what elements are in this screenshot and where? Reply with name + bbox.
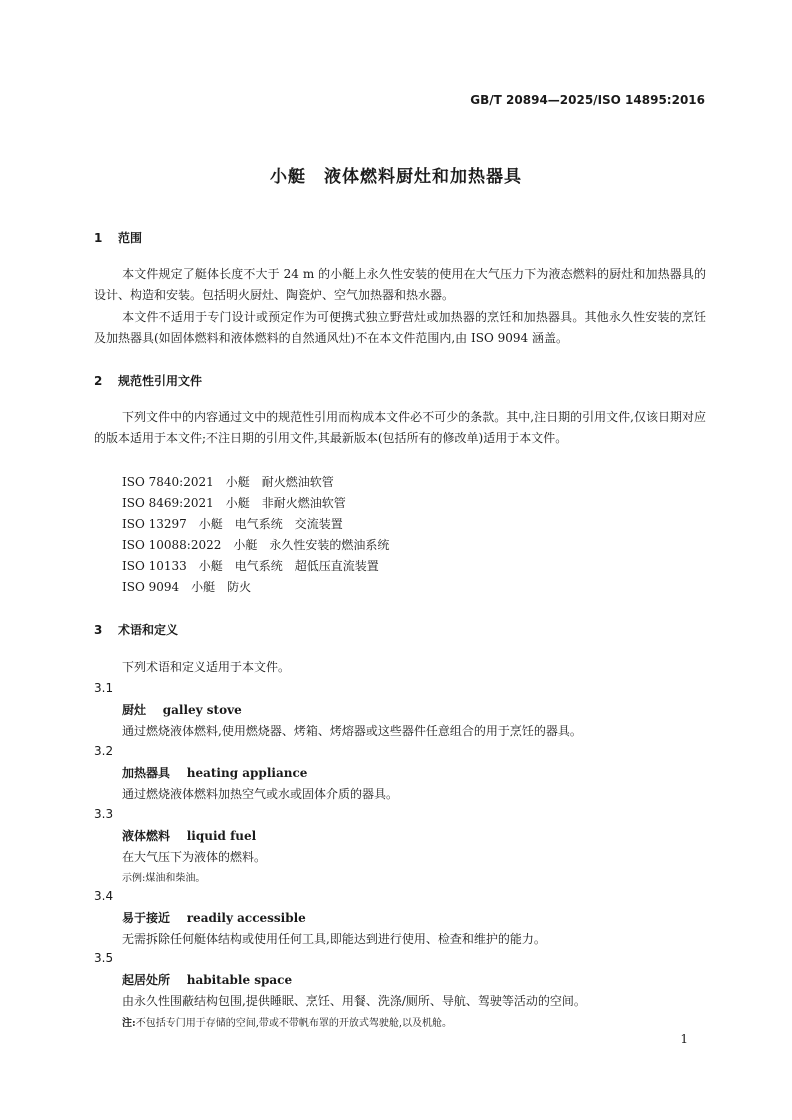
scope-paragraph-2: 本文件不适用于专门设计或预定作为可便携式独立野营灶或加热器的烹饪和加热器具。其他永久性安装的烹饪及加热器具(如固体燃料和液体燃料的自然通风灶)不在本文件范围内,由 ISO 9094 涵盖。 — [94, 310, 706, 345]
reference-item: ISO 10088:2022 小艇 永久性安装的燃油系统 — [122, 538, 390, 552]
standard-code: GB/T 20894—2025/ISO 14895:2016 — [470, 93, 705, 107]
terms-intro: 下列术语和定义适用于本文件。 — [122, 660, 291, 674]
reference-item: ISO 8469:2021 小艇 非耐火燃油软管 — [122, 496, 346, 510]
term-definition: 通过燃烧液体燃料,使用燃烧器、烤箱、烤熔器或这些器件任意组合的用于烹饪的器具。 — [122, 724, 582, 738]
reference-item: ISO 7840:2021 小艇 耐火燃油软管 — [122, 475, 334, 489]
term-number: 3.3 — [94, 807, 114, 821]
term-number: 3.5 — [94, 951, 114, 965]
references-intro: 下列文件中的内容通过文中的规范性引用而构成本文件必不可少的条款。其中,注日期的引用文件,仅该日期对应的版本适用于本文件;不注日期的引用文件,其最新版本(包括所有的修改单)适用于本文件。 — [94, 410, 706, 445]
section-1-heading — [94, 229, 142, 246]
section-title: 范围 — [118, 231, 143, 245]
reference-item: ISO 9094 小艇 防火 — [122, 580, 252, 594]
term-title: 易于接近 readily accessible — [122, 911, 306, 925]
reference-item: ISO 13297 小艇 电气系统 交流装置 — [122, 517, 343, 531]
page-title: 小艇 液体燃料厨灶和加热器具 — [270, 167, 522, 187]
section-title: 规范性引用文件 — [118, 374, 203, 388]
reference-item: ISO 10133 小艇 电气系统 超低压直流装置 — [122, 559, 379, 573]
page-number: 1 — [680, 1032, 688, 1046]
section-number: 2 — [94, 374, 103, 388]
term-definition: 通过燃烧液体燃料加热空气或水或固体介质的器具。 — [122, 787, 399, 801]
term-title: 液体燃料 liquid fuel — [122, 829, 257, 843]
term-number: 3.4 — [94, 889, 114, 903]
term-definition: 无需拆除任何艇体结构或使用任何工具,即能达到进行使用、检查和维护的能力。 — [122, 932, 546, 946]
term-definition: 在大气压下为液体的燃料。 — [122, 850, 267, 864]
term-title: 加热器具 heating appliance — [122, 766, 308, 780]
term-number: 3.1 — [94, 681, 114, 695]
term-note: 注:不包括专门用于存储的空间,带或不带帆布罩的开放式驾驶舱,以及机舱。 — [122, 1018, 453, 1029]
section-number: 3 — [94, 623, 103, 637]
term-number: 3.2 — [94, 744, 114, 758]
scope-paragraph-1: 本文件规定了艇体长度不大于 24 m 的小艇上永久性安装的使用在大气压力下为液态燃料的厨灶和加热器具的设计、构造和安装。包括明火厨灶、陶瓷炉、空气加热器和热水器。 — [94, 267, 706, 302]
section-3-heading — [94, 621, 178, 638]
section-2-heading — [94, 372, 202, 389]
section-title: 术语和定义 — [118, 623, 179, 637]
term-title: 厨灶 galley stove — [122, 703, 242, 717]
term-definition: 由永久性围蔽结构包围,提供睡眠、烹饪、用餐、洗涤/厕所、导航、驾驶等活动的空间。 — [122, 994, 586, 1008]
term-example: 示例:煤油和柴油。 — [122, 873, 206, 884]
term-title: 起居处所 habitable space — [122, 973, 293, 987]
section-number: 1 — [94, 231, 103, 245]
